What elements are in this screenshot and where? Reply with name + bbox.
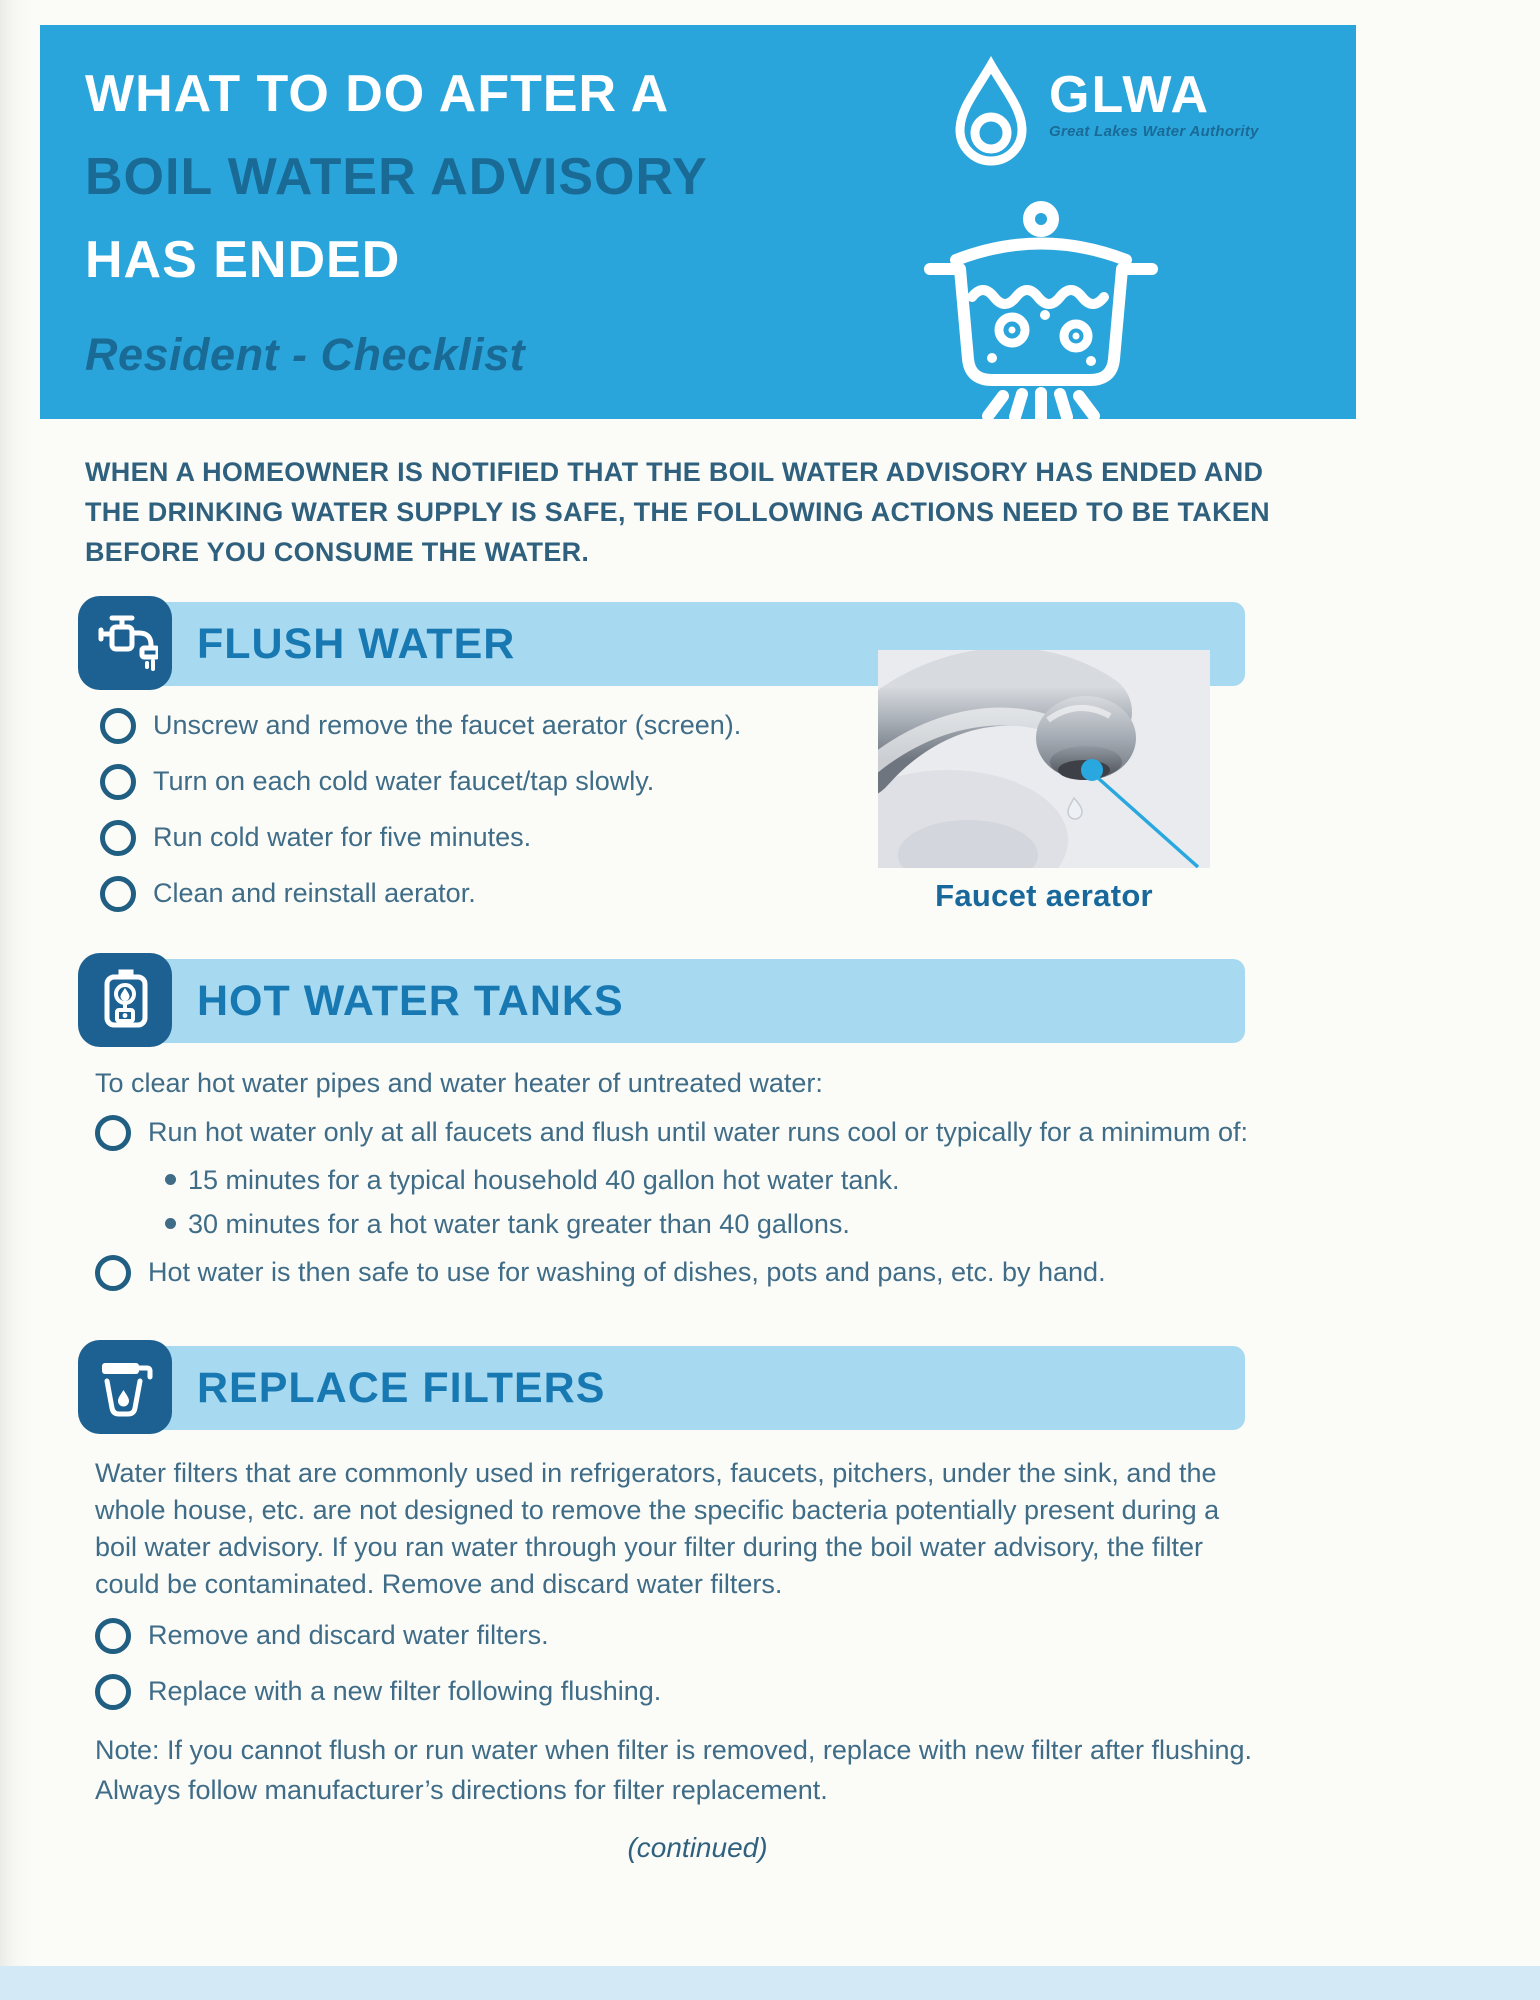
- bullet-item: [165, 1207, 1315, 1241]
- check-item-label: Clean and reinstall aerator.: [153, 878, 476, 908]
- check-item-label: Hot water is then safe to use for washing of dishes, pots and pans, etc. by hand.: [148, 1257, 1106, 1287]
- page-title: [85, 53, 708, 381]
- faucet-aerator-photo: [878, 650, 1210, 868]
- section-title-flush-water: FLUSH WATER: [197, 619, 516, 668]
- glwa-tagline: Great Lakes Water Authority: [1049, 123, 1259, 140]
- check-item: [95, 1115, 1315, 1151]
- title-line-3: HAS ENDED: [85, 231, 401, 289]
- figure-caption: Faucet aerator: [935, 878, 1153, 913]
- checkbox-circle: [95, 1255, 131, 1291]
- checkbox-circle: [100, 708, 136, 744]
- bullet-item-label: 30 minutes for a hot water tank greater than 40 gallons.: [188, 1209, 850, 1239]
- replace-filters-tile: [78, 1340, 172, 1434]
- intro-paragraph: WHEN A HOMEOWNER IS NOTIFIED THAT THE BOIL WATER ADVISORY HAS ENDED AND THE DRINKING WATER SUPPLY IS SAFE, THE FOLLOWING ACTIONS NEED TO BE TAKEN BEFORE YOU CONSUME THE WATER.: [85, 457, 1270, 567]
- check-item-label: Run cold water for five minutes.: [153, 822, 532, 852]
- water-heater-icon: [92, 967, 158, 1033]
- check-item-label: Run hot water only at all faucets and flush until water runs cool or typically for a minimum of:: [148, 1117, 1248, 1147]
- check-item: [95, 1674, 1260, 1710]
- bottom-strip: [0, 1966, 1540, 2000]
- hot-water-tanks-tile: [78, 953, 172, 1047]
- check-item: [100, 820, 860, 856]
- filters-paragraph: Water filters that are commonly used in refrigerators, faucets, pitchers, under the sink, and the whole house, etc. are not designed to remove the specific bacteria potentially present during a boil water advisory. If you ran water through your filter during the boil water advisory, the filter could be contaminated. Remove and discard water filters.: [95, 1458, 1220, 1599]
- checkbox-circle: [95, 1618, 131, 1654]
- checkbox-circle: [100, 820, 136, 856]
- hot-water-lead: To clear hot water pipes and water heater of untreated water:: [95, 1068, 823, 1098]
- filters-note: Note: If you cannot flush or run water when filter is removed, replace with new filter after flushing. Always follow manufacturer’s directions for filter replacement.: [95, 1735, 1253, 1805]
- section-banner-hot-water-tanks: [125, 959, 1245, 1043]
- check-item: [100, 708, 860, 744]
- title-line-1: WHAT TO DO AFTER A: [85, 65, 670, 123]
- faucet-aerator-figure: [878, 650, 1210, 914]
- checkbox-circle: [95, 1674, 131, 1710]
- check-item-label: Unscrew and remove the faucet aerator (screen).: [153, 710, 742, 740]
- title-line-2: BOIL WATER ADVISORY: [85, 148, 708, 206]
- header-band: [40, 25, 1356, 419]
- check-item-label: Replace with a new filter following flushing.: [148, 1676, 662, 1706]
- check-item-label: Turn on each cold water faucet/tap slowly.: [153, 766, 655, 796]
- glwa-logo: [945, 53, 1259, 171]
- flush-water-tile: [78, 596, 172, 690]
- bullet-item: [165, 1163, 1315, 1197]
- check-item: [100, 764, 860, 800]
- continued-label: (continued): [627, 1832, 768, 1863]
- subtitle: Resident - Checklist: [85, 329, 526, 380]
- glwa-drop-icon: [945, 53, 1037, 171]
- glwa-logo-text: [1049, 66, 1259, 140]
- check-item: [95, 1255, 1315, 1291]
- glwa-name: GLWA: [1049, 66, 1211, 124]
- section-banner-replace-filters: [125, 1346, 1245, 1430]
- bullet-dot: [165, 1218, 176, 1229]
- section-title-replace-filters: REPLACE FILTERS: [197, 1363, 606, 1412]
- hot-water-tanks-content: [95, 1066, 1315, 1311]
- checkbox-circle: [100, 764, 136, 800]
- water-filter-icon: [92, 1354, 158, 1420]
- bullet-item-label: 15 minutes for a typical household 40 gallon hot water tank.: [188, 1165, 900, 1195]
- section-title-hot-water-tanks: HOT WATER TANKS: [197, 976, 624, 1025]
- check-item-label: Remove and discard water filters.: [148, 1620, 549, 1650]
- check-item: [100, 876, 860, 912]
- check-item: [95, 1618, 1260, 1654]
- boiling-pot-icon: [908, 197, 1172, 419]
- faucet-icon: [92, 610, 158, 676]
- checkbox-circle: [95, 1115, 131, 1151]
- flush-water-checklist: [100, 708, 860, 932]
- checkbox-circle: [100, 876, 136, 912]
- bullet-dot: [165, 1174, 176, 1185]
- replace-filters-content: [95, 1455, 1260, 1810]
